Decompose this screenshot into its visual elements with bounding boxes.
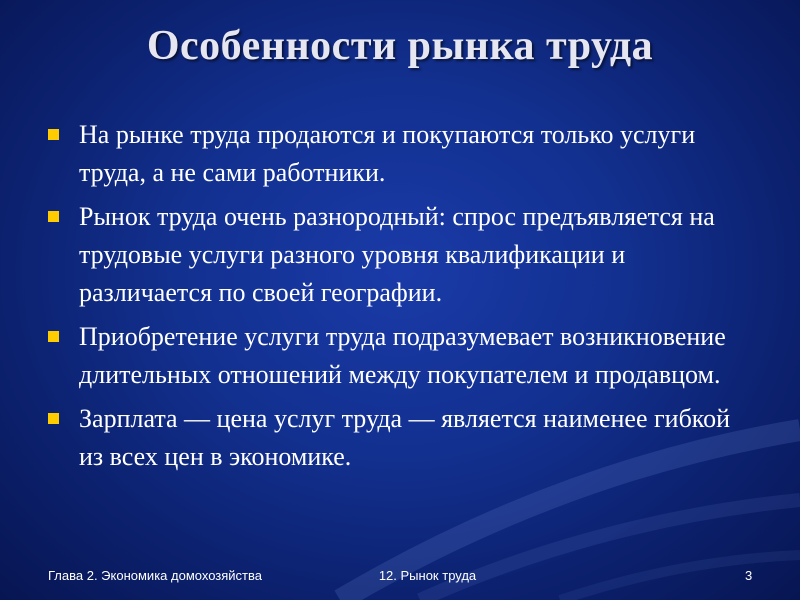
page-number: 3 xyxy=(745,568,753,583)
footer-section: 12. Рынок труда xyxy=(378,568,477,583)
square-bullet-icon xyxy=(48,211,59,222)
slide-title: Особенности рынка труда xyxy=(146,23,654,69)
square-bullet-icon xyxy=(48,331,59,342)
bullet-item xyxy=(48,116,748,192)
bullet-text: Приобретение услуги труда подразумевает возникновение длительных отношений между покупателем и продавцом. xyxy=(79,322,726,389)
footer-chapter: Глава 2. Экономика домохозяйства xyxy=(48,568,262,583)
bullet-item xyxy=(48,318,748,394)
bullet-text: Рынок труда очень разнородный: спрос предъявляется на трудовые услуги разного уровня квалификации и различается по своей географии. xyxy=(79,202,715,307)
bullet-text: Зарплата — цена услуг труда — является наименее гибкой из всех цен в экономике. xyxy=(79,404,731,471)
bullet-item xyxy=(48,198,748,312)
square-bullet-icon xyxy=(48,413,59,424)
bullet-item xyxy=(48,400,748,476)
square-bullet-icon xyxy=(48,129,59,140)
bullet-list xyxy=(48,116,748,482)
bullet-text: На рынке труда продаются и покупаются только услуги труда, а не сами работники. xyxy=(79,120,696,187)
